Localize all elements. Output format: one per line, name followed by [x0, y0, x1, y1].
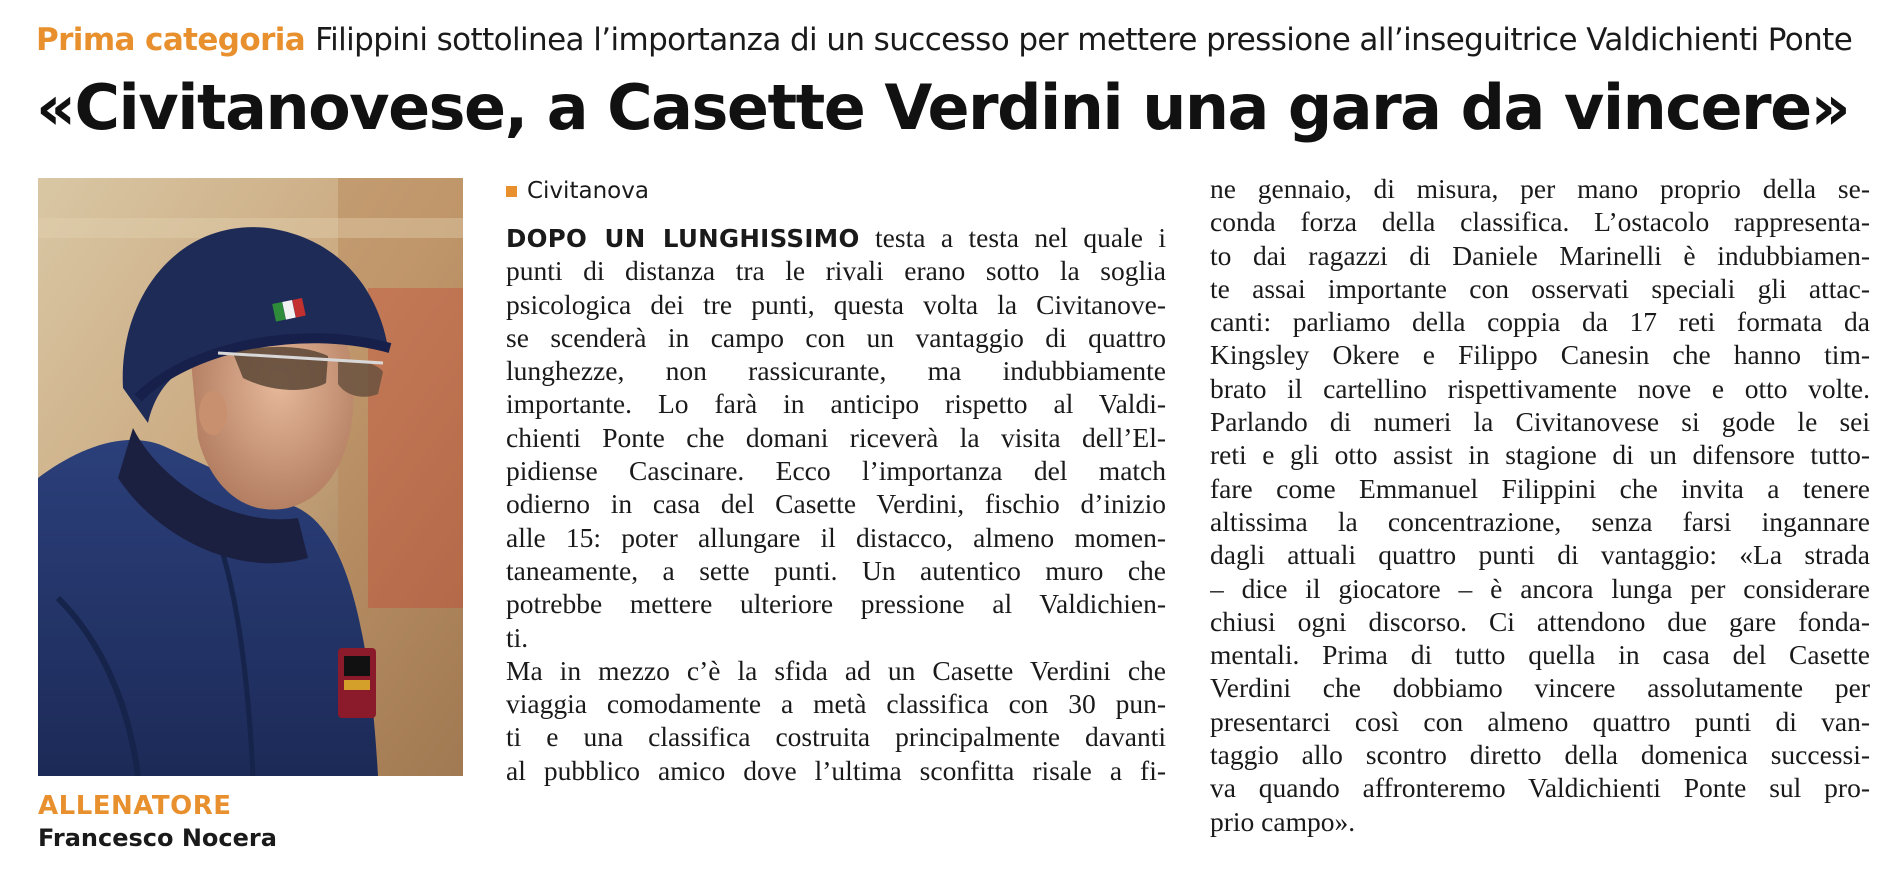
- text-line: psicologica dei tre punti, questa volta la Civitanove-: [506, 288, 1166, 320]
- text-line: taneamente, a sette punti. Un autentico muro che: [506, 554, 1166, 586]
- text-line: – dice il giocatore – è ancora lunga per considerare: [1210, 572, 1870, 604]
- text-line: te assai importante con osservati speciali gli attac-: [1210, 272, 1870, 304]
- text-line: altissima la concentrazione, senza farsi ingannare: [1210, 505, 1870, 537]
- text-line: dagli attuali quattro punti di vantaggio: «La strada: [1210, 539, 1870, 571]
- text-line: DOPO UN LUNGHISSIMO testa a testa nel quale i: [506, 222, 1166, 253]
- text-line: pidiense Cascinare. Ecco l’importanza del match: [506, 455, 1166, 487]
- text-line: chiusi ogni discorso. Ci attendono due gare fonda-: [1210, 605, 1870, 637]
- photo-caption-name: Francesco Nocera: [38, 824, 277, 852]
- text-line: va quando affronteremo Valdichienti Ponte sul pro-: [1210, 772, 1870, 804]
- text-line: chienti Ponte che domani riceverà la visita dell’El-: [506, 421, 1166, 453]
- text-line: ti e una classifica costruita principalmente davanti: [506, 721, 1166, 753]
- text-line: al pubblico amico dove l’ultima sconfitta risale a fi-: [506, 754, 1166, 786]
- text-line: alle 15: poter allungare il distacco, almeno momen-: [506, 521, 1166, 553]
- headline: «Civitanovese, a Casette Verdini una gara da vincere»: [36, 71, 1850, 144]
- text-line: canti: parliamo della coppia da 17 reti formata da: [1210, 306, 1870, 338]
- text-line: reti e gli otto assist in stagione di un difensore tutto-: [1210, 439, 1870, 471]
- text-line: Parlando di numeri la Civitanovese si gode le sei: [1210, 406, 1870, 438]
- text-line: to dai ragazzi di Daniele Marinelli è indubbiamen-: [1210, 239, 1870, 271]
- text-line: fare come Emmanuel Filippini che invita a tenere: [1210, 472, 1870, 504]
- text-line: Ma in mezzo c’è la sfida ad un Casette Verdini che: [506, 654, 1166, 686]
- text-line: viaggia comodamente a metà classifica con 30 pun-: [506, 688, 1166, 720]
- text-line: Kingsley Okere e Filippo Canesin che hanno tim-: [1210, 339, 1870, 371]
- photo-caption-role: ALLENATORE: [38, 791, 232, 821]
- lead-in: DOPO UN LUNGHISSIMO: [506, 224, 860, 253]
- dateline-text: Civitanova: [527, 178, 649, 204]
- text-line: lunghezze, non rassicurante, ma indubbiamente: [506, 355, 1166, 387]
- text-line: se scenderà in campo con un vantaggio di quattro: [506, 321, 1166, 353]
- text-line: taggio allo scontro diretto della domenica successi-: [1210, 739, 1870, 771]
- coach-photo: [38, 178, 463, 776]
- text-line: importante. Lo farà in anticipo rispetto al Valdi-: [506, 388, 1166, 420]
- text-line: ti.: [506, 621, 529, 653]
- section-label: Prima categoria: [36, 22, 306, 58]
- text-line: conda forza della classifica. L’ostacolo rappresenta-: [1210, 206, 1870, 238]
- article-column-2: [1210, 172, 1870, 838]
- text-line: prio campo».: [1210, 805, 1356, 837]
- article-column-1: [506, 221, 1166, 787]
- dateline: [506, 176, 649, 206]
- text-line: ne gennaio, di misura, per mano proprio della se-: [1210, 173, 1870, 204]
- text-line: punti di distanza tra le rivali erano sotto la soglia: [506, 255, 1166, 287]
- text-line: Verdini che dobbiamo vincere assolutamente per: [1210, 672, 1870, 704]
- text-line: odierno in casa del Casette Verdini, fischio d’inizio: [506, 488, 1166, 520]
- dateline-square-icon: [506, 186, 517, 197]
- text-line: mentali. Prima di tutto quella in casa del Casette: [1210, 639, 1870, 671]
- article-kicker: [36, 18, 1886, 62]
- text-line: brato il cartellino rispettivamente nove e otto volte.: [1210, 372, 1870, 404]
- text-line: presentarci così con almeno quattro punti di van-: [1210, 705, 1870, 737]
- text-line: potrebbe mettere ulteriore pressione al Valdichien-: [506, 588, 1166, 620]
- kicker-text: Filippini sottolinea l’importanza di un successo per mettere pressione all’inseguitrice Valdichienti Ponte: [315, 22, 1853, 58]
